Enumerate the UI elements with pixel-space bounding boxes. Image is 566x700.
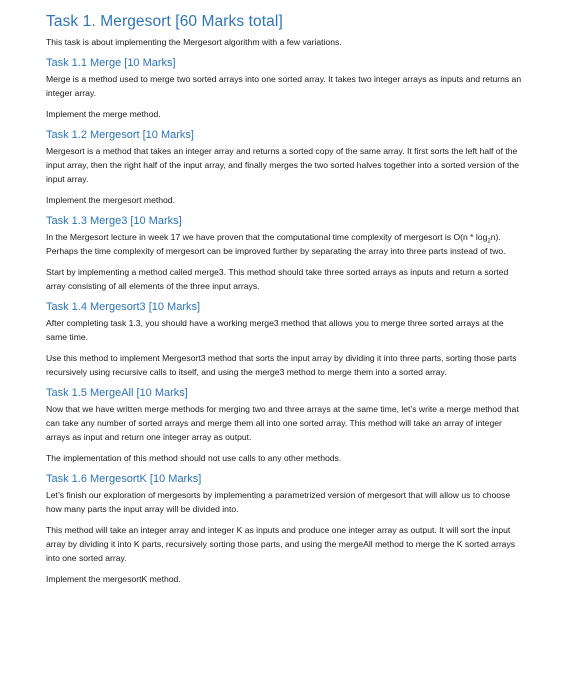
task-1-2-instruction: Implement the mergesort method. <box>46 195 175 205</box>
task-1-3-heading: Task 1.3 Merge3 [10 Marks] <box>46 215 182 227</box>
task-1-6-heading: Task 1.6 MergesortK [10 Marks] <box>46 473 202 485</box>
task-1-3-instruction: Start by implementing a method called merge3. This method should take three sorted arrays as inputs and return a sorted array consisting of all elements of the three input arrays. <box>46 267 509 291</box>
intro-paragraph: This task is about implementing the Mergesort algorithm with a few variations. <box>46 37 342 47</box>
task-1-6-instruction: Implement the mergesortK method. <box>46 574 181 584</box>
task-1-2-heading: Task 1.2 Mergesort [10 Marks] <box>46 129 194 141</box>
task-1-4-instruction: Use this method to implement Mergesort3 method that sorts the input array by dividing it into three parts, sorting those parts recursively using recursive calls to itself, and using the merge3 method to merge them into a sorted array. <box>46 353 517 377</box>
task-1-3-description-end: n). Perhaps the time complexity of mergesort can be improved further by separating the array into three parts instead of two. <box>46 232 506 256</box>
task-1-1-description: Merge is a method used to merge two sorted arrays into one sorted array. It takes two integer arrays as inputs and returns an integer array. <box>46 74 522 98</box>
task-1-5-instruction: The implementation of this method should not use calls to any other methods. <box>46 453 342 463</box>
document-page <box>46 12 524 593</box>
task-1-3-description-start: In the Mergesort lecture in week 17 we have proven that the computational time complexity of mergesort is O(n * log <box>46 232 488 242</box>
task-1-1-instruction: Implement the merge method. <box>46 109 161 119</box>
task-1-3-description <box>46 230 524 258</box>
task-1-4-description: After completing task 1.3, you should have a working merge3 method that allows you to merge three sorted arrays at the same time. <box>46 318 504 342</box>
log-base-subscript: 2 <box>487 238 491 245</box>
task-1-2-description: Mergesort is a method that takes an integer array and returns a sorted copy of the same array. It first sorts the left half of the input array, then the right half of the input array, and finally merges the two sorted halves together into a sorted version of the input array. <box>46 146 520 184</box>
document-title: Task 1. Mergesort [60 Marks total] <box>46 13 283 30</box>
task-1-6-details: This method will take an integer array and integer K as inputs and produce one integer array as output. It will sort the input array by dividing it into K parts, recursively sorting those parts, and using the mergeAll method to merge the K sorted arrays into one sorted array. <box>46 525 516 563</box>
task-1-5-heading: Task 1.5 MergeAll [10 Marks] <box>46 387 188 399</box>
task-1-1-heading: Task 1.1 Merge [10 Marks] <box>46 57 176 69</box>
task-1-6-description: Let’s finish our exploration of mergesorts by implementing a parametrized version of mergesort that will allow us to choose how many parts the input array will be divided into. <box>46 490 511 514</box>
task-1-5-description: Now that we have written merge methods for merging two and three arrays at the same time, let’s write a merge method that can take any number of sorted arrays and merge them all into one sorted array. This method will take an array of integer arrays as input and return one integer array as output. <box>46 404 519 442</box>
task-1-4-heading: Task 1.4 Mergesort3 [10 Marks] <box>46 301 201 313</box>
